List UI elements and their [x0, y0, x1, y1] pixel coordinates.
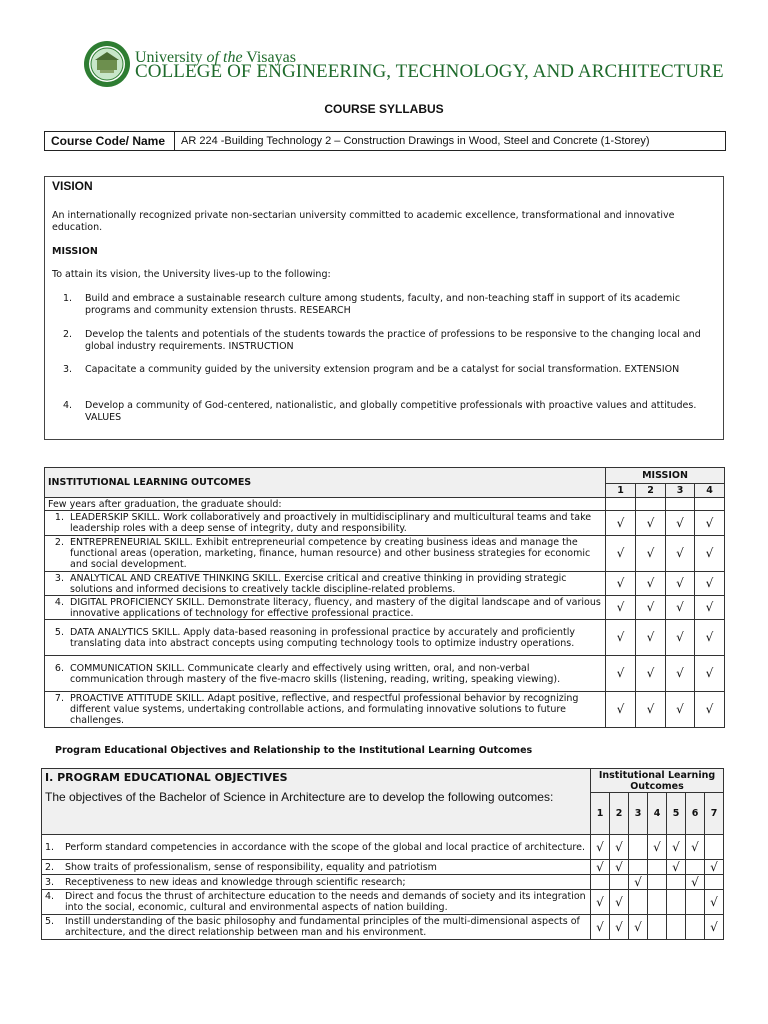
table-row: 4. DIGITAL PROFICIENCY SKILL. Demonstrate literacy, fluency, and mastery of the digital landscape and of various innovative applications of technology for effective professional practice. √ √ √ √ [45, 596, 725, 620]
check-mark: √ [606, 656, 636, 692]
check-mark: √ [695, 620, 725, 656]
college-name: COLLEGE OF ENGINEERING, TECHNOLOGY, AND ARCHITECTURE [135, 61, 724, 82]
empty-cell [705, 835, 724, 860]
ilo-heading: INSTITUTIONAL LEARNING OUTCOMES [45, 468, 606, 498]
check-mark: √ [686, 835, 705, 860]
table-row: 2. Show traits of professionalism, sense of responsibility, equality and patriotism √ √ √ √ [42, 860, 724, 875]
page-title: COURSE SYLLABUS [324, 102, 444, 116]
table-row: 7. PROACTIVE ATTITUDE SKILL. Adapt positive, reflective, and respectful professional behavior by recognizing different value systems, undertaking controllable actions, and formulating innovative solutions to future challenges. √ √ √ √ [45, 692, 725, 728]
empty-cell [705, 875, 724, 890]
peo-heading: I. PROGRAM EDUCATIONAL OBJECTIVES [45, 771, 288, 784]
ilo-table [44, 467, 725, 728]
table-row: 5. DATA ANALYTICS SKILL. Apply data-based reasoning in professional practice by accurately and proficiently translating data into abstract concepts using computing technology tools to optimize industry operations. √ √ √ √ [45, 620, 725, 656]
check-mark: √ [667, 860, 686, 875]
check-mark: √ [606, 692, 636, 728]
empty-cell [686, 860, 705, 875]
check-mark: √ [610, 860, 629, 875]
check-mark: √ [610, 915, 629, 940]
table-row: 1. LEADERSKIP SKILL. Work collaboratively and proactively in multidisciplinary and multicultural teams and take leadership roles with a deep sense of integrity, duty and responsibility. √ √ √ √ [45, 511, 725, 536]
empty-cell [667, 915, 686, 940]
ilo-column-header: 3 [666, 484, 695, 498]
check-mark: √ [695, 536, 725, 572]
empty-cell [591, 875, 610, 890]
mission-heading: MISSION [52, 246, 98, 257]
course-code-value: AR 224 -Building Technology 2 – Construction Drawings in Wood, Steel and Concrete (1-Storey) [181, 135, 650, 147]
table-row: 3. Receptiveness to new ideas and knowledge through scientific research; √ √ [42, 875, 724, 890]
check-mark: √ [606, 596, 636, 620]
peo-column-header: 5 [667, 793, 686, 835]
university-seal-logo [83, 40, 131, 88]
peo-column-header: 2 [610, 793, 629, 835]
empty-cell [629, 890, 648, 915]
table-row: 1. Perform standard competencies in accordance with the scope of the global and local practice of architecture. √ √ √ √ √ [42, 835, 724, 860]
mission-item: 3. Capacitate a community guided by the university extension program and be a catalyst for social transformation. EXTENSION [63, 364, 680, 375]
ilo-row-text: COMMUNICATION SKILL. Communicate clearly and effectively using written, oral, and non-verbal communication through mastery of the five-macro skills (listening, reading, writing, speaking viewing). [70, 662, 561, 685]
peo-row-text: Direct and focus the thrust of architecture education to the needs and demands of society and its integration into the social, economic, cultural and environmental aspects of nation building. [65, 891, 586, 913]
check-mark: √ [591, 860, 610, 875]
course-code-label: Course Code/ Name [45, 132, 175, 150]
check-mark: √ [666, 596, 695, 620]
check-mark: √ [695, 511, 725, 536]
check-mark: √ [666, 656, 695, 692]
check-mark: √ [636, 692, 666, 728]
check-mark: √ [705, 890, 724, 915]
course-code-row [44, 131, 726, 151]
empty-cell [629, 835, 648, 860]
peo-row-text: Instill understanding of the basic philosophy and fundamental principles of the multi-dimensional aspects of architecture, and the direct relationship between man and his environment. [65, 916, 580, 938]
ilo-intro: Few years after graduation, the graduate should: [45, 498, 606, 511]
university-name: University of the Visayas [135, 49, 296, 66]
peo-column-header: 4 [648, 793, 667, 835]
peo-column-header: 6 [686, 793, 705, 835]
check-mark: √ [666, 620, 695, 656]
vision-text: An internationally recognized private non-sectarian university committed to academic excellence, transformational and innovative education. [52, 210, 675, 233]
peo-caption: Program Educational Objectives and Relationship to the Institutional Learning Outcomes [55, 745, 533, 756]
mission-item: 4. Develop a community of God-centered, nationalistic, and globally competitive professionals with proactive values and attitudes. VALUES [63, 400, 697, 423]
check-mark: √ [636, 572, 666, 596]
mission-item: 2. Develop the talents and potentials of the students towards the practice of professions to be responsive to the changing local and global industry requirements. INSTRUCTION [63, 329, 701, 352]
check-mark: √ [695, 692, 725, 728]
empty-cell [629, 860, 648, 875]
check-mark: √ [591, 890, 610, 915]
ilo-column-header: 1 [606, 484, 636, 498]
empty-cell [648, 915, 667, 940]
peo-column-header: 7 [705, 793, 724, 835]
peo-row-text: Perform standard competencies in accordance with the scope of the global and local practice of architecture. [65, 841, 585, 853]
table-row: 5. Instill understanding of the basic philosophy and fundamental principles of the multi-dimensional aspects of architecture, and the direct relationship between man and his environment. √ √ √ √ [42, 915, 724, 940]
ilo-row-text: PROACTIVE ATTITUDE SKILL. Adapt positive, reflective, and respectful professional behavior by recognizing different value systems, undertaking controllable actions, and formulating innovative solutions to future challenges. [70, 693, 579, 726]
check-mark: √ [695, 572, 725, 596]
ilo-row-text: LEADERSKIP SKILL. Work collaboratively and proactively in multidisciplinary and multicultural teams and take leadership roles with a deep sense of integrity, duty and responsibility. [70, 512, 592, 534]
check-mark: √ [705, 915, 724, 940]
table-row: 2. ENTREPRENEURIAL SKILL. Exhibit entrepreneurial competence by creating business ideas and manage the functional areas (operation, marketing, finance, human resource) and other business strategies for economic and social development. √ √ √ √ [45, 536, 725, 572]
check-mark: √ [591, 835, 610, 860]
check-mark: √ [667, 835, 686, 860]
check-mark: √ [648, 835, 667, 860]
check-mark: √ [629, 915, 648, 940]
check-mark: √ [606, 620, 636, 656]
check-mark: √ [666, 536, 695, 572]
check-mark: √ [695, 656, 725, 692]
check-mark: √ [636, 511, 666, 536]
table-row: 4. Direct and focus the thrust of architecture education to the needs and demands of society and its integration into the social, economic, cultural and environmental aspects of nation building. √ √ √ [42, 890, 724, 915]
ilo-column-header: 4 [695, 484, 725, 498]
check-mark: √ [705, 860, 724, 875]
peo-table [41, 768, 724, 940]
table-row: 6. COMMUNICATION SKILL. Communicate clearly and effectively using written, oral, and non-verbal communication through mastery of the five-macro skills (listening, reading, writing, speaking viewing). √ √ √ √ [45, 656, 725, 692]
ilo-row-text: DATA ANALYTICS SKILL. Apply data-based reasoning in professional practice by accurately and proficiently translating data into abstract concepts using computing technology tools to optimize industry operations. [70, 626, 575, 649]
empty-cell [610, 875, 629, 890]
empty-cell [648, 860, 667, 875]
empty-cell [648, 875, 667, 890]
check-mark: √ [666, 572, 695, 596]
peo-header-cell [42, 769, 591, 835]
peo-row-text: Show traits of professionalism, sense of responsibility, equality and patriotism [65, 861, 437, 873]
peo-intro: The objectives of the Bachelor of Science in Architecture are to develop the following outcomes: [45, 790, 554, 804]
check-mark: √ [695, 596, 725, 620]
check-mark: √ [666, 692, 695, 728]
check-mark: √ [610, 835, 629, 860]
check-mark: √ [591, 915, 610, 940]
ilo-row-text: ENTREPRENEURIAL SKILL. Exhibit entrepreneurial competence by creating business ideas and manage the functional areas (operation, marketing, finance, human resource) and other business strategies for economic and social development. [70, 537, 591, 570]
peo-ilo-heading: Institutional Learning Outcomes [591, 769, 724, 793]
empty-cell [686, 915, 705, 940]
empty-cell [667, 890, 686, 915]
empty-cell [686, 890, 705, 915]
vision-mission-box [44, 176, 724, 440]
check-mark: √ [636, 656, 666, 692]
ilo-row-text: ANALYTICAL AND CREATIVE THINKING SKILL. Exercise critical and creative thinking in providing strategic solutions and informed decisions to creatively tackle discipline-related problems. [70, 572, 567, 595]
check-mark: √ [686, 875, 705, 890]
peo-column-header: 3 [629, 793, 648, 835]
check-mark: √ [610, 890, 629, 915]
check-mark: √ [636, 620, 666, 656]
empty-cell [648, 890, 667, 915]
mission-intro: To attain its vision, the University lives-up to the following: [52, 269, 331, 280]
check-mark: √ [666, 511, 695, 536]
vision-heading: VISION [52, 179, 93, 193]
table-row: 3. ANALYTICAL AND CREATIVE THINKING SKILL. Exercise critical and creative thinking in providing strategic solutions and informed decisions to creatively tackle discipline-related problems. √ √ √ √ [45, 572, 725, 596]
mission-item: 1. Build and embrace a sustainable research culture among students, faculty, and non-teaching staff in support of its academic programs and community extension thrusts. RESEARCH [63, 293, 681, 316]
check-mark: √ [629, 875, 648, 890]
check-mark: √ [636, 536, 666, 572]
check-mark: √ [636, 596, 666, 620]
check-mark: √ [606, 536, 636, 572]
check-mark: √ [606, 511, 636, 536]
empty-cell [667, 875, 686, 890]
ilo-mission-heading: MISSION [606, 468, 725, 484]
peo-row-text: Receptiveness to new ideas and knowledge through scientific research; [65, 876, 406, 888]
ilo-row-text: DIGITAL PROFICIENCY SKILL. Demonstrate literacy, fluency, and mastery of the digital landscape and of various innovative applications of technology for effective professional practice. [70, 596, 601, 619]
ilo-column-header: 2 [636, 484, 666, 498]
peo-column-header: 1 [591, 793, 610, 835]
check-mark: √ [606, 572, 636, 596]
